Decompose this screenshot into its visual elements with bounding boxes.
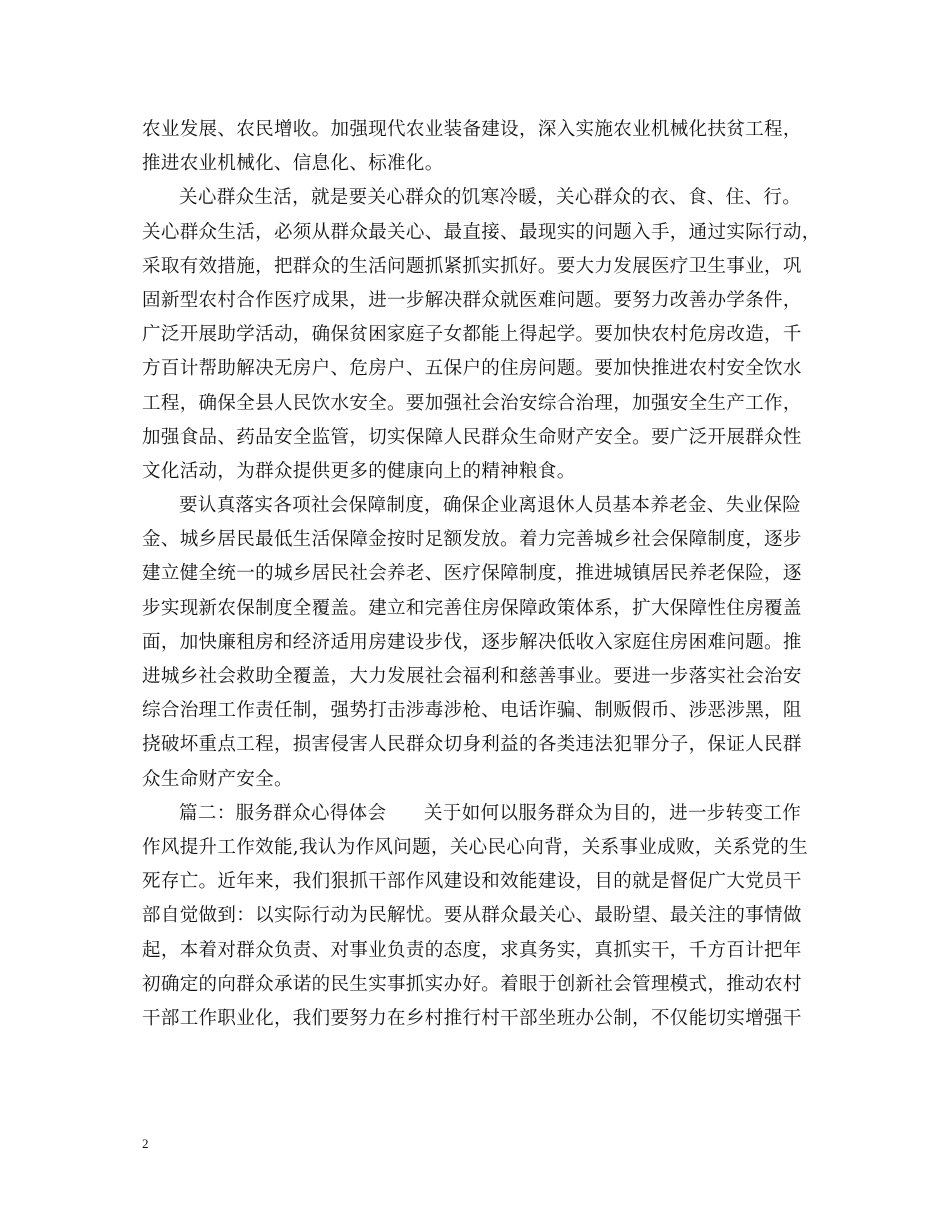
- page-number: 2: [142, 1136, 149, 1151]
- text-line: 金、城乡居民最低生活保障金按时足额发放。着力完善城乡社会保障制度，逐步: [142, 529, 802, 551]
- text-line: 进城乡社会救助全覆盖，大力发展社会福利和慈善事业。要进一步落实社会治安: [142, 666, 802, 687]
- text-line: 部自觉做到：以实际行动为民解忧。要从群众最关心、最盼望、最关注的事情做: [142, 905, 802, 927]
- text-line: 干部工作职业化，我们要努力在乡村推行村干部坐班办公制，不仅能切实增强干: [142, 1007, 802, 1029]
- text-line: 起，本着对群众负责、对事业负责的态度，求真务实，真抓实干，千方百计把年: [142, 939, 802, 961]
- text-line: 关心群众生活，就是要关心群众的饥寒冷暖，关心群众的衣、食、住、行。: [179, 187, 802, 209]
- text-line: 关心群众生活，必须从群众最关心、最直接、最现实的问题入手，通过实际行动，: [142, 221, 821, 243]
- text-line: 要认真落实各项社会保障制度，确保企业离退休人员基本养老金、失业保险: [179, 495, 802, 517]
- text-line: 加强食品、药品安全监管，切实保障人民群众生命财产安全。要广泛开展群众性: [142, 426, 802, 448]
- text-line: 工程，确保全县人民饮水安全。要加强社会治安综合治理，加强安全生产工作，: [142, 392, 802, 414]
- text-line: 众生命财产安全。: [142, 768, 293, 790]
- text-line: 篇二：服务群众心得体会 关于如何以服务群众为目的，进一步转变工作: [179, 802, 802, 824]
- document-body: [142, 113, 821, 1036]
- text-line: 面，加快廉租房和经济适用房建设步伐，逐步解决低收入家庭住房困难问题。推: [142, 631, 802, 653]
- text-line: 步实现新农保制度全覆盖。建立和完善住房保障政策体系，扩大保障性住房覆盖: [142, 597, 802, 619]
- paragraph: [142, 489, 810, 797]
- text-line: 初确定的向群众承诺的民生实事抓实办好。着眼于创新社会管理模式，推动农村: [142, 973, 802, 995]
- text-line: 综合治理工作责任制，强势打击涉毒涉枪、电话诈骗、制贩假币、涉恶涉黑，阻: [142, 700, 802, 722]
- text-line: 死存亡。近年来，我们狠抓干部作风建设和效能建设，目的就是督促广大党员干: [142, 871, 802, 893]
- paragraph: [142, 797, 810, 1036]
- text-line: 挠破坏重点工程，损害侵害人民群众切身利益的各类违法犯罪分子，保证人民群: [142, 734, 802, 756]
- text-line: 方百计帮助解决无房户、危房户、五保户的住房问题。要加快推进农村安全饮水: [142, 358, 802, 380]
- text-line: 文化活动，为群众提供更多的健康向上的精神粮食。: [142, 460, 576, 482]
- text-line: 建立健全统一的城乡居民社会养老、医疗保障制度，推进城镇居民养老保险，逐: [142, 563, 802, 585]
- paragraph: [142, 113, 810, 181]
- text-line: 推进农业机械化、信息化、标准化。: [142, 153, 444, 175]
- text-line: 农业发展、农民增收。加强现代农业装备建设，深入实施农业机械化扶贫工程，: [142, 119, 802, 140]
- text-line: 固新型农村合作医疗成果，进一步解决群众就医难问题。要努力改善办学条件，: [142, 289, 802, 311]
- paragraph: [142, 181, 821, 489]
- text-line: 作风提升工作效能,我认为作风问题，关心民心向背，关系事业成败，关系党的生: [142, 836, 808, 858]
- text-line: 采取有效措施，把群众的生活问题抓紧抓实抓好。要大力发展医疗卫生事业，巩: [142, 255, 802, 277]
- text-line: 广泛开展助学活动，确保贫困家庭子女都能上得起学。要加快农村危房改造，千: [142, 324, 802, 346]
